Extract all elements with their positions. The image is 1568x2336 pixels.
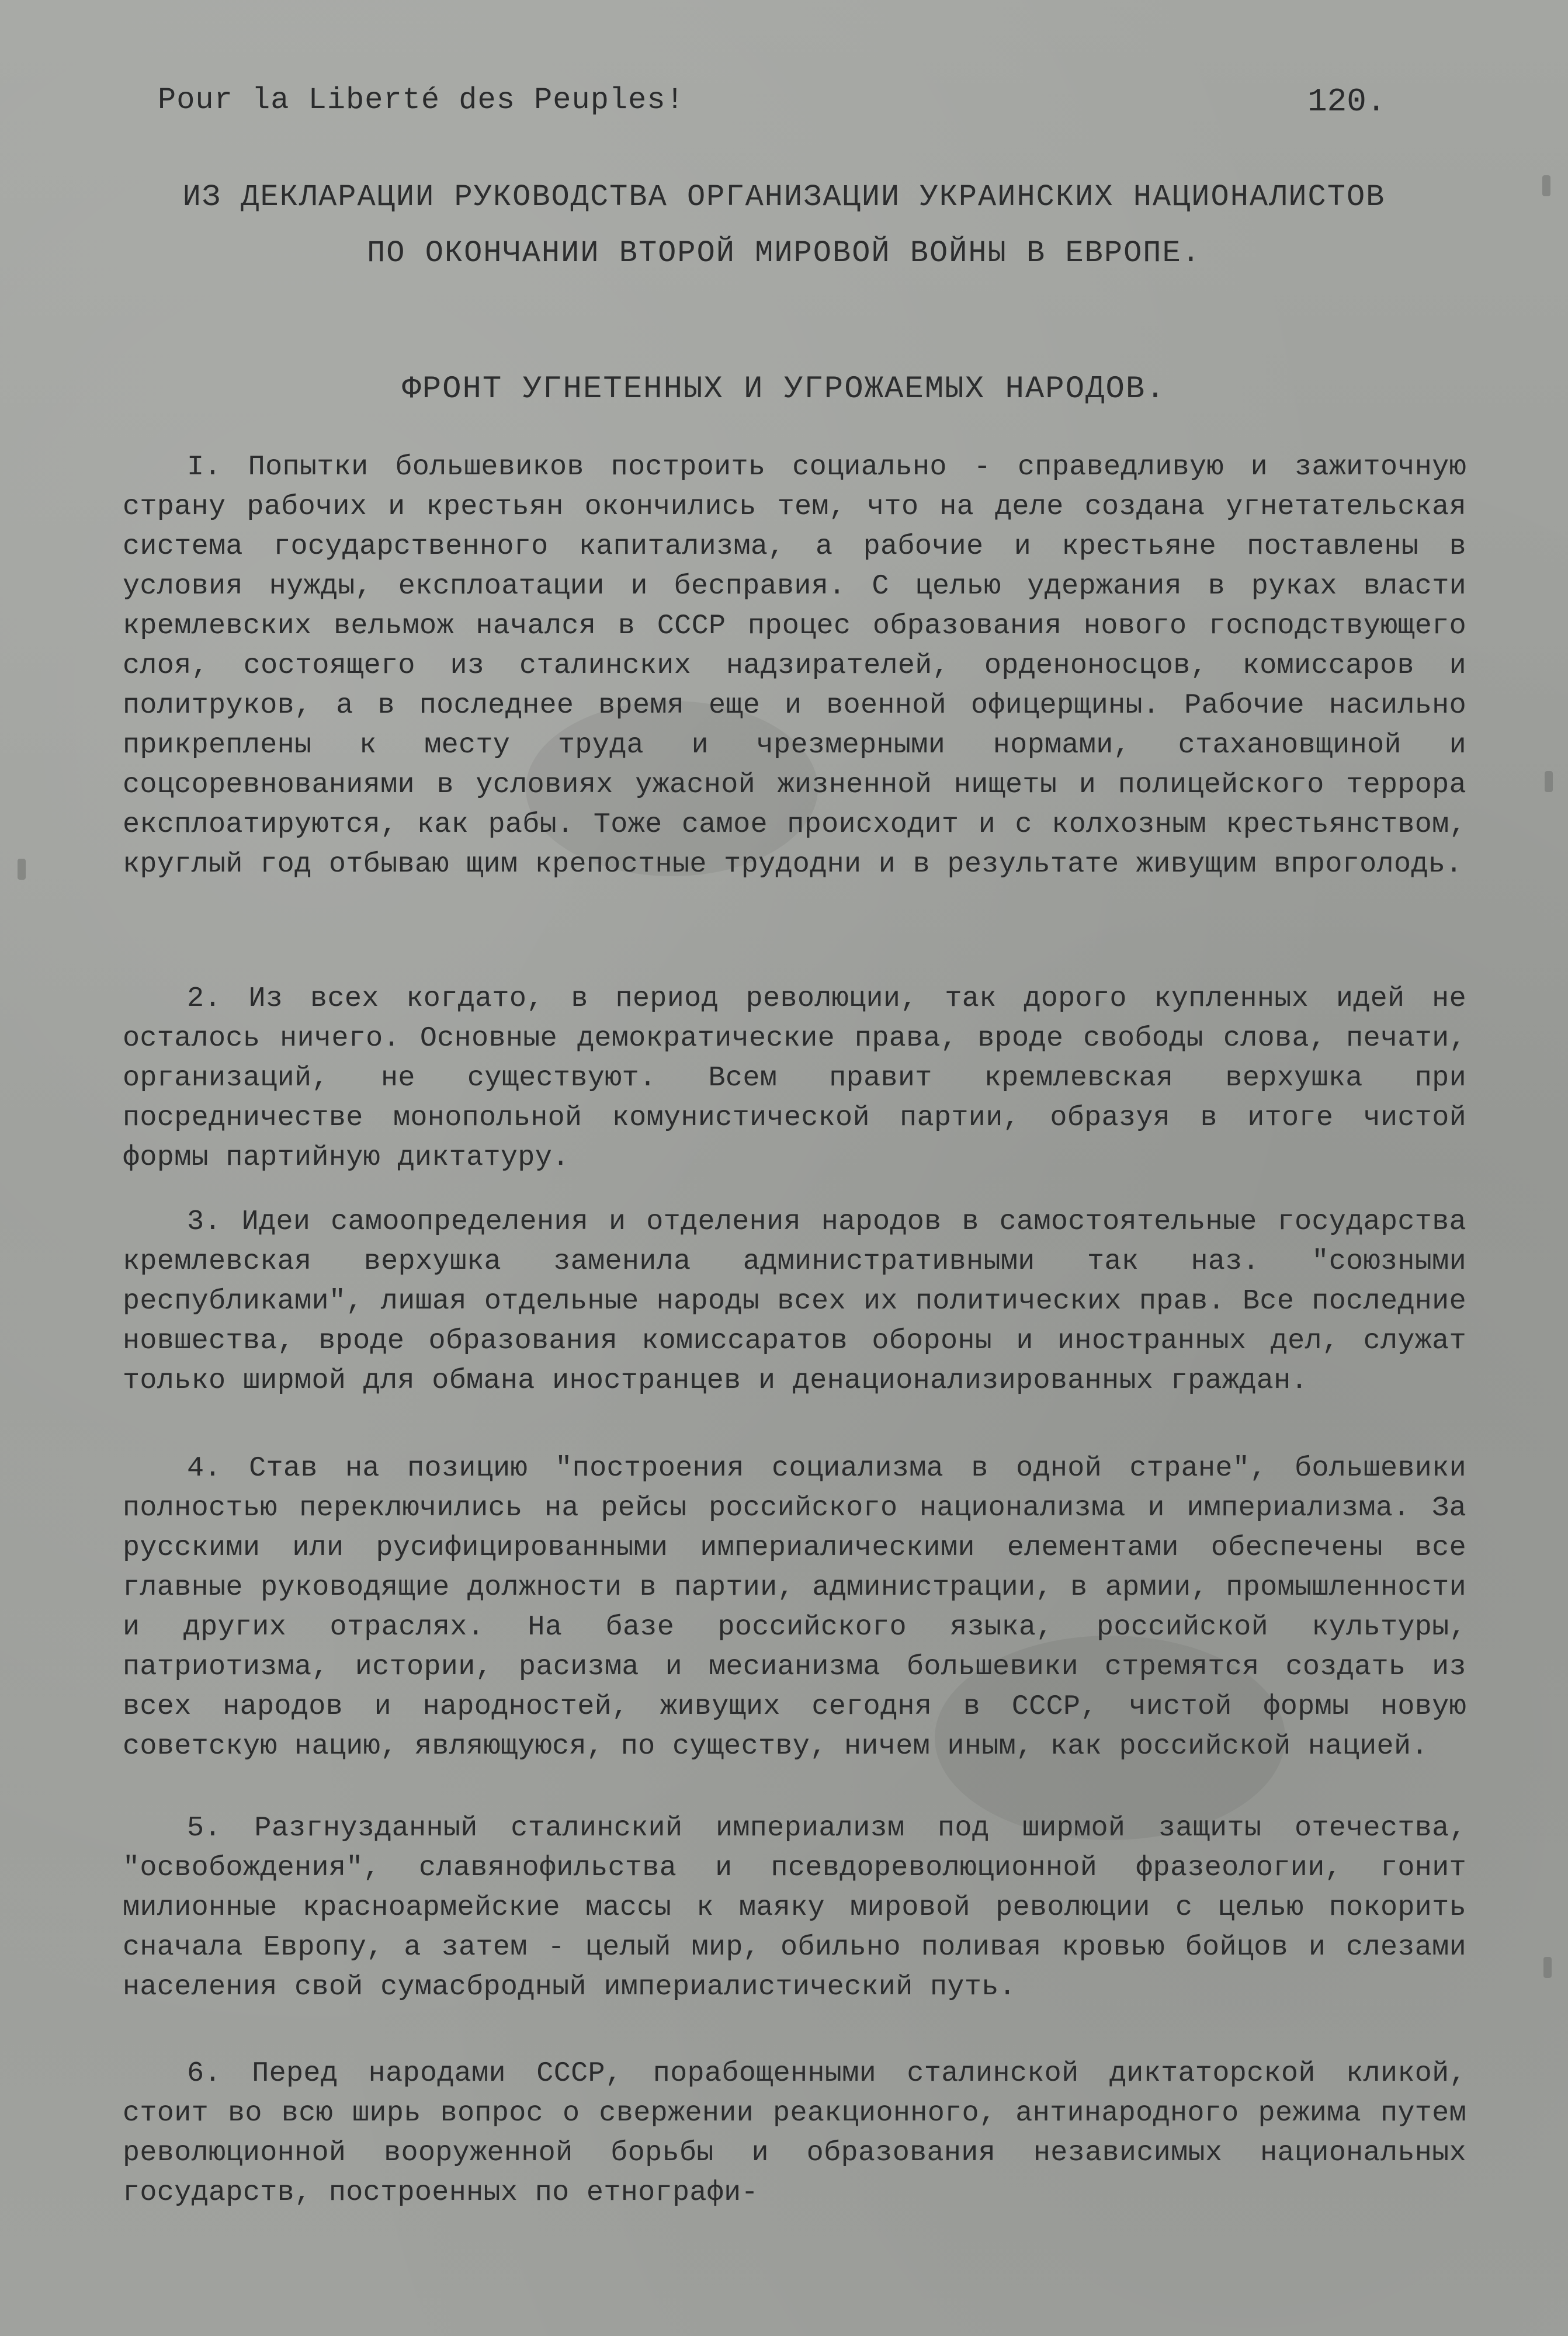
binding-hole — [18, 859, 26, 880]
paragraph-5: 5. Разгнузданный сталинский империализм под ширмой защиты отечества, "освобождения", славянофильства и псевдореволюционной фразеологии, гонит милионные красноармейские массы к маяку мировой революции с целью покорить сначала Европу, а затем - целый мир, обильно поливая кровью бойцов и слезами населения свой сумасбродный империалистический путь. — [123, 1812, 1466, 2003]
section-heading: ФРОНТ УГНЕТЕННЫХ И УГРОЖАЕМЫХ НАРОДОВ. — [402, 372, 1166, 407]
document-title-line-1: ИЗ ДЕКЛАРАЦИИ РУКОВОДСТВА ОРГАНИЗАЦИИ УКРАИНСКИХ НАЦИОНАЛИСТОВ — [182, 180, 1386, 214]
paragraph-6: 6. Перед народами СССР, порабощенными сталинской диктаторской кликой, стоит во всю ширь вопрос о свержении реакционного, антинародного режима путем революционной вооруженной борьбы и образования независимых национальных государств, построенных по етнографи- — [123, 2057, 1466, 2209]
binding-hole — [1543, 1957, 1552, 1978]
document-title-line-2: ПО ОКОНЧАНИИ ВТОРОЙ МИРОВОЙ ВОЙНЫ В ЕВРОПЕ. — [367, 236, 1201, 270]
paragraph-3: 3. Идеи самоопределения и отделения народов в самостоятельные государства кремлевская верхушка заменила административными так наз. "союзными республиками", лишая отдельные народы всех их политических прав. Все последние новшества, вроде образования комиссаратов обороны и иностранных дел, служат только ширмой для обмана иностранцев и денационализированных граждан. — [123, 1206, 1466, 1397]
page-number: 120. — [1307, 83, 1386, 120]
paragraph-4: 4. Став на позицию "построения социализма в одной стране", большевики полностью переключились на рейсы российского национализма и империализма. За русскими или русифицированными империалическими елементами обеспечены все главные руководящие должности в партии, администрации, в армии, промышленности и других отраслях. На базе российского языка, российской культуры, патриотизма, истории, расизма и месианизма большевики стремятся создать из всех народов и народностей, живущих сегодня в СССР, чистой формы новую советскую нацию, являющуюся, по существу, ничем иным, как российской нацией. — [123, 1452, 1466, 1762]
header-motto: Pour la Liberté des Peuples! — [158, 83, 685, 117]
binding-hole — [1545, 771, 1553, 792]
paragraph-1: I. Попытки большевиков построить социально - справедливую и зажиточную страну рабочих и крестьян окончились тем, что на деле создана угнетательская система государственного капитализма, а рабочие и крестьяне поставлены в условия нужды, експлоатации и бесправия. С целью удержания в руках власти кремлевских вельмож начался в СССР процес образования нового господствующего слоя, состоящего из сталинских надзирателей, орденоносцов, комиссаров и политруков, а в последнее время еще и военной офицерщины. Рабочие насильно прикреплены к месту труда и чрезмерными нормами, стахановщиной и соцсоревнованиями в условиях ужасной жизненной нищеты и полицейского террора експлоатируются, как рабы. Тоже самое происходит и с колхозным крестьянством, круглый год отбываю щим крепостные трудодни и в результате живущим впроголодь. — [123, 451, 1466, 880]
paragraph-2: 2. Из всех когдато, в период революции, так дорого купленных идей не осталось ничего. Основные демократические права, вроде свободы слова, печати, организаций, не существуют. Всем правит кремлевская верхушка при посредничестве монопольной комунистической партии, образуя в итоге чистой формы партийную диктатуру. — [123, 983, 1466, 1174]
